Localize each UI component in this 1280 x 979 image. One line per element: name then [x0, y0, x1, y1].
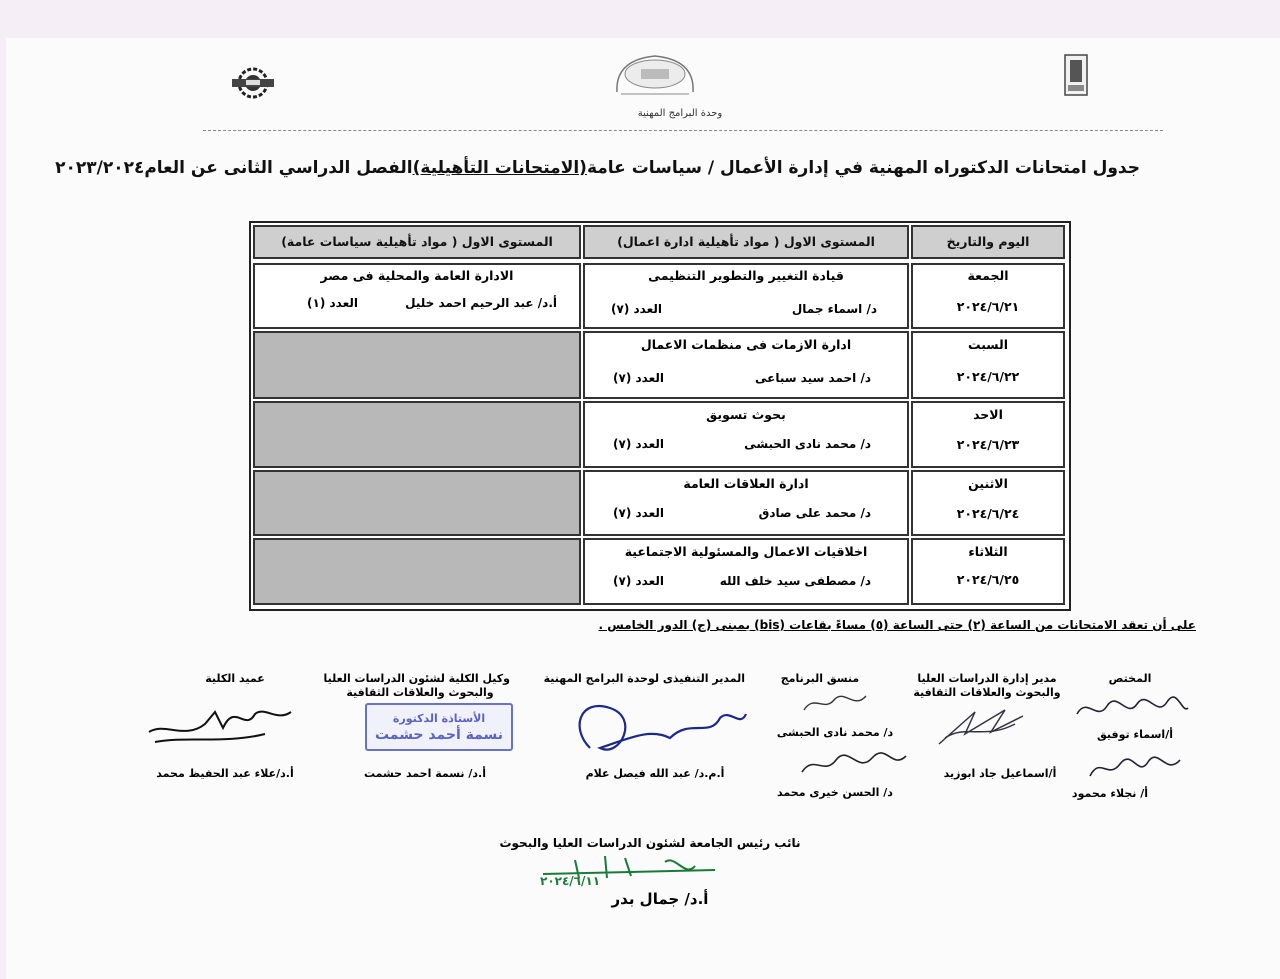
header-business: المستوى الاول ( مواد تأهيلية ادارة اعمال): [583, 225, 909, 259]
dean-signature: [145, 692, 295, 748]
university-vp-title: نائب رئيس الجامعة لشئون الدراسات العليا والبحوث: [499, 836, 801, 850]
day-cell: [911, 538, 1065, 605]
dean-title: عميد الكلية: [205, 672, 265, 685]
vice-dean-stamp: [365, 703, 513, 751]
student-count: العدد (٧): [613, 506, 664, 520]
exec-director-title: المدير التنفيذى لوحدة البرامج المهنية: [543, 672, 745, 685]
page-title: [55, 158, 1140, 178]
professor-name: د/ مصطفى سيد خلف الله: [719, 574, 871, 588]
exam-location-note: على أن تعقد الامتحانات من الساعة (٢) حتى الساعة (٥) مساءً بقاعات (bis) بمبنى (ج) الدور الخامس .: [598, 618, 1196, 632]
specialist-name-2: أ/ نجلاء محمود: [1071, 787, 1149, 800]
title-part-2: (الامتحانات التأهيلية): [412, 158, 587, 178]
public-professor-name: أ.د/ عبد الرحيم احمد خليل: [405, 296, 557, 310]
exam-date: ٢٠٢٤/٦/٢١: [956, 299, 1020, 314]
empty-shaded-cell: [253, 470, 581, 536]
day-cell: [911, 331, 1065, 399]
vice-dean-name: أ.د/ نسمة احمد حشمت: [363, 767, 487, 780]
handwritten-date: ٢٠٢٤/٦/١١: [540, 874, 601, 888]
course-cell: [583, 331, 909, 399]
professor-name: د/ محمد على صادق: [758, 506, 871, 520]
specialist-name-1: أ/اسماء توفيق: [1097, 728, 1173, 741]
empty-shaded-cell: [253, 401, 581, 468]
dean-name: أ.د/علاء عبد الحفيظ محمد: [156, 767, 294, 780]
specialist-title: المختص: [1108, 672, 1152, 685]
public-course-name: الادارة العامة والمحلية فى مصر: [320, 268, 514, 283]
student-count: العدد (٧): [613, 437, 664, 451]
unit-name: وحدة البرامج المهنية: [637, 108, 723, 119]
professor-name: د/ محمد نادى الحبشى: [744, 437, 871, 451]
course-name: ادارة العلاقات العامة: [683, 476, 809, 491]
faculty-logo-icon: [224, 66, 282, 100]
header-divider: [203, 130, 1163, 131]
university-logo-icon: [1064, 54, 1088, 96]
director-name: أ/اسماعيل جاد ابوزيد: [943, 767, 1057, 780]
course-cell: [583, 538, 909, 605]
day-name: الاثنين: [968, 476, 1008, 491]
course-name: اخلاقيات الاعمال والمسئولية الاجتماعية: [624, 544, 868, 559]
exam-schedule-table: [249, 221, 1071, 611]
vice-dean-title-line-1: وكيل الكلية لشئون الدراسات العليا: [323, 672, 510, 685]
day-name: السبت: [967, 337, 1009, 352]
course-cell: [583, 470, 909, 536]
day-name: الجمعة: [967, 268, 1009, 283]
title-part-3: الفصل الدراسي الثانى عن العام٢٠٢٣/٢٠٢٤: [55, 158, 413, 178]
course-cell: [583, 401, 909, 468]
professor-name: د/ احمد سيد سباعى: [755, 371, 871, 385]
stamp-line-1: الأستاذة الدكتورة: [392, 712, 486, 725]
coordinator-title: منسق البرنامج: [780, 672, 860, 685]
vice-dean-title-line-2: والبحوث والعلاقات الثقافية: [346, 686, 494, 699]
student-count: العدد (٧): [611, 302, 662, 316]
student-count: العدد (٧): [613, 574, 664, 588]
header-day-date: اليوم والتاريخ: [911, 225, 1065, 259]
course-name: بحوث تسويق: [706, 407, 786, 422]
exam-date: ٢٠٢٤/٦/٢٣: [956, 437, 1020, 452]
director-title-line-1: مدير إدارة الدراسات العليا: [917, 672, 1057, 685]
coordinator-signature-2: [796, 748, 910, 780]
empty-shaded-cell: [253, 538, 581, 605]
specialist-signature-2: [1086, 750, 1186, 786]
exam-date: ٢٠٢٤/٦/٢٥: [956, 572, 1020, 587]
exec-director-signature: [570, 688, 750, 762]
stamp-line-2: نسمة أحمد حشمت: [374, 727, 504, 743]
header-public-policy: المستوى الاول ( مواد تأهيلية سياسات عامة): [253, 225, 581, 259]
director-signature: [935, 704, 1027, 748]
exec-director-name: أ.م.د/ عبد الله فيصل علام: [585, 767, 725, 780]
university-emblem-icon: [611, 52, 699, 98]
course-cell: [583, 263, 909, 329]
exam-date: ٢٠٢٤/٦/٢٤: [956, 506, 1020, 521]
title-part-1: جدول امتحانات الدكتوراه المهنية في إدارة الأعمال / سياسات عامة: [586, 158, 1140, 178]
vice-dean-title: [323, 672, 510, 700]
day-cell: [911, 470, 1065, 536]
university-vp-name: أ.د/ جمال بدر: [611, 890, 709, 908]
course-name: قيادة التغيير والتطوير التنظيمى: [648, 268, 844, 283]
public-student-count: العدد (١): [307, 296, 358, 310]
exam-date: ٢٠٢٤/٦/٢٢: [956, 369, 1020, 384]
empty-shaded-cell: [253, 331, 581, 399]
day-name: الثلاثاء: [968, 544, 1008, 559]
course-name: ادارة الازمات فى منظمات الاعمال: [640, 337, 852, 352]
director-title: [912, 672, 1062, 700]
coordinator-name-1: د/ محمد نادى الحبشى: [776, 726, 894, 739]
director-title-line-2: والبحوث والعلاقات الثقافية: [913, 686, 1061, 699]
coordinator-signature-1: [800, 690, 870, 716]
professor-name: د/ اسماء جمال: [791, 302, 877, 316]
student-count: العدد (٧): [613, 371, 664, 385]
day-name: الاحد: [973, 407, 1003, 422]
day-cell: [911, 401, 1065, 468]
specialist-signature: [1072, 694, 1192, 724]
day-cell: [911, 263, 1065, 329]
public-course-cell: [253, 263, 581, 329]
coordinator-name-2: د/ الحسن خيرى محمد: [777, 786, 893, 799]
